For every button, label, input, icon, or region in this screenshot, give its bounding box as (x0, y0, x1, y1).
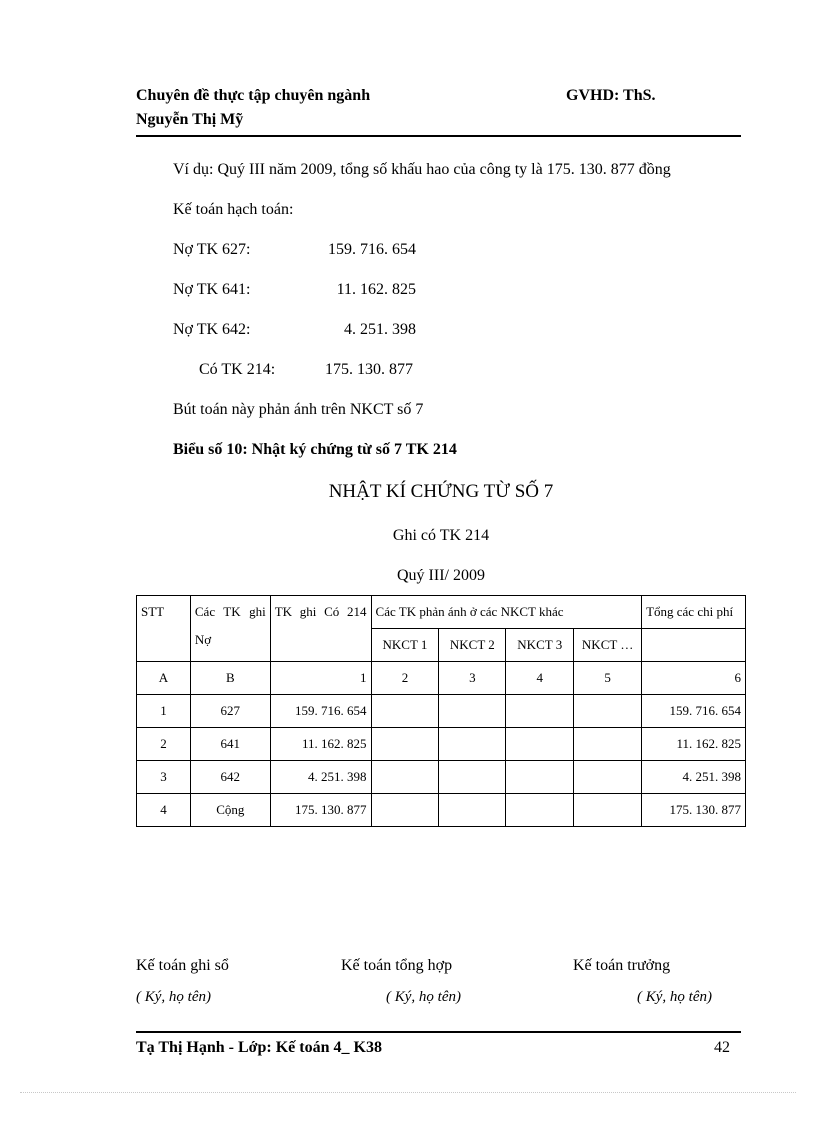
table-row (137, 794, 746, 827)
col-header-nkct2: NKCT 2 (439, 629, 506, 662)
col-header-total-blank (642, 629, 746, 662)
row-nkct-more (574, 695, 642, 728)
row-total: 11. 162. 825 (642, 728, 746, 761)
entry-value-214: 175. 130. 877 (325, 361, 413, 378)
entry-label-214: Có TK 214: (199, 361, 276, 378)
row-stt: 2 (137, 728, 191, 761)
table-row (137, 761, 746, 794)
row-account: 642 (190, 761, 270, 794)
row-nkct1 (371, 761, 439, 794)
index-cell: 4 (506, 662, 574, 695)
footer-author: Tạ Thị Hạnh - Lớp: Kế toán 4_ K38 (136, 1039, 382, 1056)
row-credit: 159. 716. 654 (270, 695, 371, 728)
row-stt: 1 (137, 695, 191, 728)
row-nkct3 (506, 728, 574, 761)
row-nkct-more (574, 728, 642, 761)
table-row (137, 695, 746, 728)
footer-rule (136, 1031, 741, 1033)
entry-value-627: 159. 716. 654 (328, 241, 416, 258)
index-cell: B (190, 662, 270, 695)
row-credit: 175. 130. 877 (270, 794, 371, 827)
journal-period: Quý III/ 2009 (397, 567, 485, 584)
col-header-total: Tổng các chi phí (642, 596, 746, 629)
journal-table (136, 595, 746, 827)
note-text: Bút toán này phản ánh trên NKCT số 7 (173, 401, 424, 418)
col-header-nkct1: NKCT 1 (371, 629, 439, 662)
entry-label-627: Nợ TK 627: (173, 241, 251, 258)
row-total: 175. 130. 877 (642, 794, 746, 827)
header-rule (136, 135, 741, 137)
col-header-stt: STT (137, 596, 191, 662)
accounting-label: Kế toán hạch toán: (173, 201, 294, 218)
journal-subtitle: Ghi có TK 214 (392, 527, 490, 544)
page-number: 42 (714, 1039, 730, 1056)
row-nkct2 (439, 794, 506, 827)
index-cell: 5 (574, 662, 642, 695)
entry-label-641: Nợ TK 641: (173, 281, 251, 298)
index-cell: 2 (371, 662, 439, 695)
example-text: Ví dụ: Quý III năm 2009, tổng số khấu hao của công ty là 175. 130. 877 đồng (173, 161, 671, 178)
row-nkct2 (439, 761, 506, 794)
row-credit: 11. 162. 825 (270, 728, 371, 761)
row-account: 627 (190, 695, 270, 728)
col-header-nkct3: NKCT 3 (506, 629, 574, 662)
col-header-nkct-more: NKCT … (574, 629, 642, 662)
col-header-other-nkct: Các TK phản ánh ở các NKCT khác (371, 596, 642, 629)
signature-sub-recorder: ( Ký, họ tên) (136, 989, 211, 1005)
journal-title: NHẬT KÍ CHỨNG TỪ SỐ 7 (328, 481, 554, 502)
header-supervisor-name: Nguyễn Thị Mỹ (136, 111, 244, 128)
signature-sub-chief: ( Ký, họ tên) (637, 989, 712, 1005)
row-stt: 4 (137, 794, 191, 827)
page-bottom-divider (20, 1092, 796, 1093)
header-row (137, 596, 746, 629)
row-credit: 4. 251. 398 (270, 761, 371, 794)
row-nkct-more (574, 761, 642, 794)
table-row (137, 728, 746, 761)
row-stt: 3 (137, 761, 191, 794)
row-total: 159. 716. 654 (642, 695, 746, 728)
row-account: 641 (190, 728, 270, 761)
row-nkct-more (574, 794, 642, 827)
row-nkct1 (371, 794, 439, 827)
row-nkct3 (506, 695, 574, 728)
row-account: Cộng (190, 794, 270, 827)
signature-title-chief: Kế toán trưởng (573, 957, 671, 974)
index-cell: 3 (439, 662, 506, 695)
entry-value-641: 11. 162. 825 (336, 281, 416, 298)
row-nkct1 (371, 695, 439, 728)
entry-label-642: Nợ TK 642: (173, 321, 251, 338)
index-cell: A (137, 662, 191, 695)
index-row (137, 662, 746, 695)
index-cell: 6 (642, 662, 746, 695)
row-nkct3 (506, 794, 574, 827)
row-nkct1 (371, 728, 439, 761)
row-total: 4. 251. 398 (642, 761, 746, 794)
header-supervisor: GVHD: ThS. (566, 87, 656, 104)
signature-title-recorder: Kế toán ghi sổ (136, 957, 229, 974)
col-header-debit-accounts: Các TK ghi Nợ (190, 596, 270, 662)
exhibit-title: Biểu số 10: Nhật ký chứng từ số 7 TK 214 (173, 441, 457, 458)
col-header-credit-214: TK ghi Có 214 (270, 596, 371, 662)
signature-title-general: Kế toán tổng hợp (341, 957, 453, 974)
row-nkct2 (439, 695, 506, 728)
header-title: Chuyên đề thực tập chuyên ngành (136, 87, 371, 104)
row-nkct3 (506, 761, 574, 794)
row-nkct2 (439, 728, 506, 761)
entry-value-642: 4. 251. 398 (344, 321, 416, 338)
index-cell: 1 (270, 662, 371, 695)
signature-sub-general: ( Ký, họ tên) (386, 989, 461, 1005)
